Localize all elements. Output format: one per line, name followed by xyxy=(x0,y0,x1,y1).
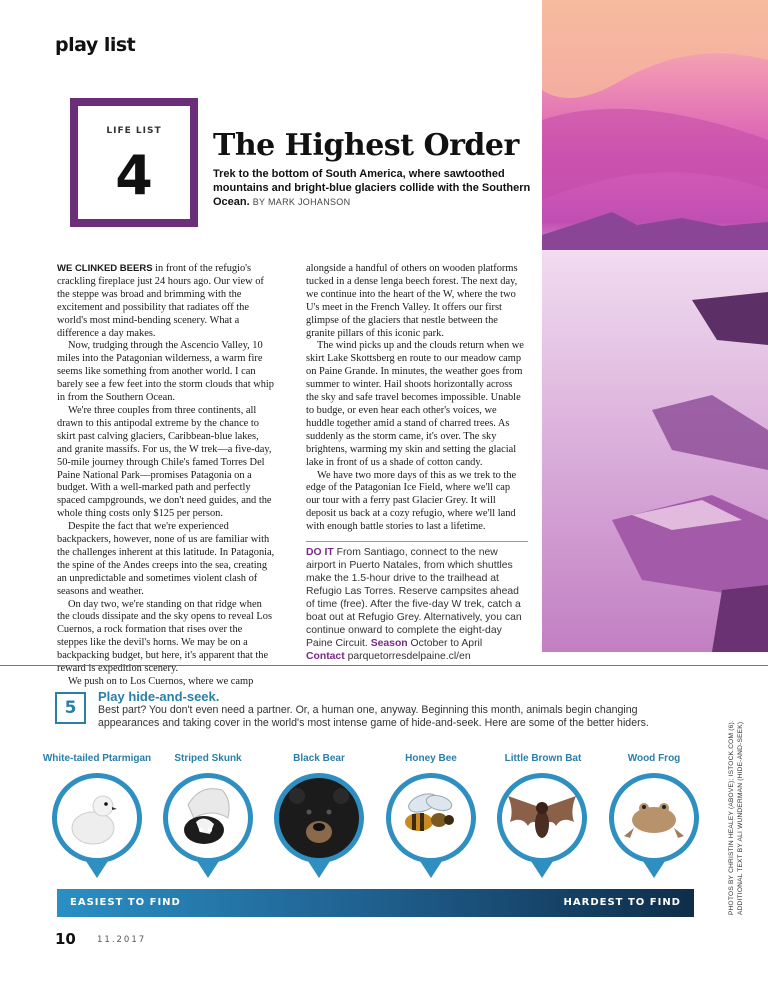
article-dek xyxy=(213,167,543,209)
animal-label-skunk: Striped Skunk xyxy=(174,753,242,764)
contact-text: parquetorresdelpaine.cl/en xyxy=(344,651,471,662)
paragraph: alongside a handful of others on wooden platforms tucked in a dense lenga beech forest. The next day, we continue into the heart of the W, where the two U's meet in the French Valley. It offers our first glimpse of the glaciers that nestle between the granite pillars of this iconic park. xyxy=(306,263,518,339)
skunk-icon xyxy=(160,770,256,880)
lake-mountain-illustration xyxy=(542,0,768,652)
animal-label-ptarmigan: White-tailed Ptarmigan xyxy=(42,753,152,764)
life-list-label: LIFE LIST xyxy=(106,126,162,136)
photo-credit: PHOTOS BY CHRISTIN HEALEY (ABOVE); ISTOCK.COM (6). ADDITIONAL TEXT BY ALI WUNDERMAN (HIDE-AND-SEEK) xyxy=(728,720,744,915)
season-text: October to April xyxy=(407,638,483,649)
life-list-number: 4 xyxy=(115,144,153,207)
paragraph: We push on to Los Cuernos, where we camp xyxy=(68,676,254,687)
lead-in: WE CLINKED BEERS xyxy=(57,263,153,274)
paragraph: The wind picks up and the clouds return when we skirt Lake Skottsberg en route to our meadow camp on Paine Grande. In minutes, the weather goes from summer to winter. Hail shoots horizontally across the sky and safe travel becomes impossible. Unable to budge, or even hear each other's voices, we huddle together amid a stand of charred trees. As suddenly as the storm came, it's over. The sky brightens, warming my skin and setting the glacial lake in front of us a shade of cotton candy. xyxy=(306,340,524,468)
do-it-box xyxy=(306,546,528,663)
scale-hardest-label: HARDEST TO FIND xyxy=(563,897,681,908)
animal-label-bee: Honey Bee xyxy=(405,753,457,764)
do-it-label: DO IT xyxy=(306,547,334,558)
list-number-box: 5 xyxy=(55,692,86,724)
issue-date: 11.2017 xyxy=(97,935,147,945)
animal-label-bear: Black Bear xyxy=(293,753,345,764)
do-it-divider xyxy=(306,541,528,542)
hero-photo xyxy=(542,0,768,652)
difficulty-scale-bar xyxy=(57,889,694,917)
paragraph: Despite the fact that we're experienced backpackers, however, none of us are familiar with the challenges inherent at this latitude. In Patagonia, the spine of the Andes creeps into the sea, creating an unpredictable and sometimes violent clash of seasons and weather. xyxy=(57,521,275,597)
frog-icon xyxy=(606,770,702,880)
animal-label-bat: Little Brown Bat xyxy=(504,753,582,764)
bee-icon xyxy=(383,770,479,880)
dek-text: Trek to the bottom of South America, where sawtoothed mountains and bright-blue glaciers collide with the Southern Ocean. xyxy=(213,168,531,208)
paragraph: We have two more days of this as we trek to the edge of the Patagonian Ice Field, where we'll cap our tour with a ferry past Glacier Grey. It will deposit us back at a cozy refugio, where we'll land with enough battle stories to last a lifetime. xyxy=(306,469,517,533)
ptarmigan-icon xyxy=(49,770,145,880)
paragraph: We're three couples from three continents, all drawn to this antipodal extreme by the chance to skirt past calving glaciers, Caribbean-blue lakes, and granite massifs. For us, the W trek—a five-day, 50-mile journey through Chile's famed Torres Del Paine National Park—promises Patagonia on a budget. With a well-marked path and perfectly spaced campgrounds, we don't need guides, and the whole thing costs only $125 per person. xyxy=(57,404,272,520)
section-label: play list xyxy=(55,34,136,56)
article-column-1 xyxy=(57,263,275,689)
scale-easiest-label: EASIEST TO FIND xyxy=(70,897,181,908)
paragraph: On day two, we're standing on that ridge when the clouds dissipate and the sky opens to reveal Los Cuernos, a rock formation that rises over the steppes like the devil's horns. We may be on a backpacking budget, but here, it's apparent that the reward is expedition scenery. xyxy=(57,598,272,675)
section5-title: Play hide-and-seek. xyxy=(98,689,220,704)
page-number: 10 xyxy=(55,930,76,948)
section-divider xyxy=(0,665,768,666)
article-title: The Highest Order xyxy=(213,128,519,163)
bear-icon xyxy=(271,770,367,880)
paragraph: Now, trudging through the Ascencio Valley, 10 miles into the Patagonian wilderness, a warm fire seems like something from another world. I can barely see a few feet into the storm clouds that whip in from the Southern Ocean. xyxy=(57,340,274,404)
article-column-2 xyxy=(306,263,524,534)
life-list-box xyxy=(70,98,198,227)
paragraph-text: in front of the refugio's crackling fireplace just 24 hours ago. Our view of the steppe was broad and brimming with the excitement and possibility that radiates off the world's most mind-bending scenery. What a difference a day makes. xyxy=(57,263,264,339)
byline: BY MARK JOHANSON xyxy=(252,197,351,207)
bat-icon xyxy=(494,770,590,880)
do-it-text: From Santiago, connect to the new airport in Puerto Natales, from which shuttles make the 1.5-hour drive to the trailhead at Refugio Las Torres. Reserve campsites ahead of time (free). After the five-day W trek, catch a boat out at Refugio Grey. Alternatively, you can continue onward to complete the eight-day Paine Circuit. xyxy=(306,547,522,649)
section5-body: Best part? You don't even need a partner. Or, a human one, anyway. Beginning this month, animals begin changing appearances and taking cover in the world's most intense game of hide-and-seek. Here are some of the better hiders. xyxy=(98,704,649,729)
season-label: Season xyxy=(370,638,408,649)
paragraph xyxy=(57,263,275,340)
animal-label-frog: Wood Frog xyxy=(627,753,681,764)
contact-label: Contact xyxy=(306,651,345,662)
